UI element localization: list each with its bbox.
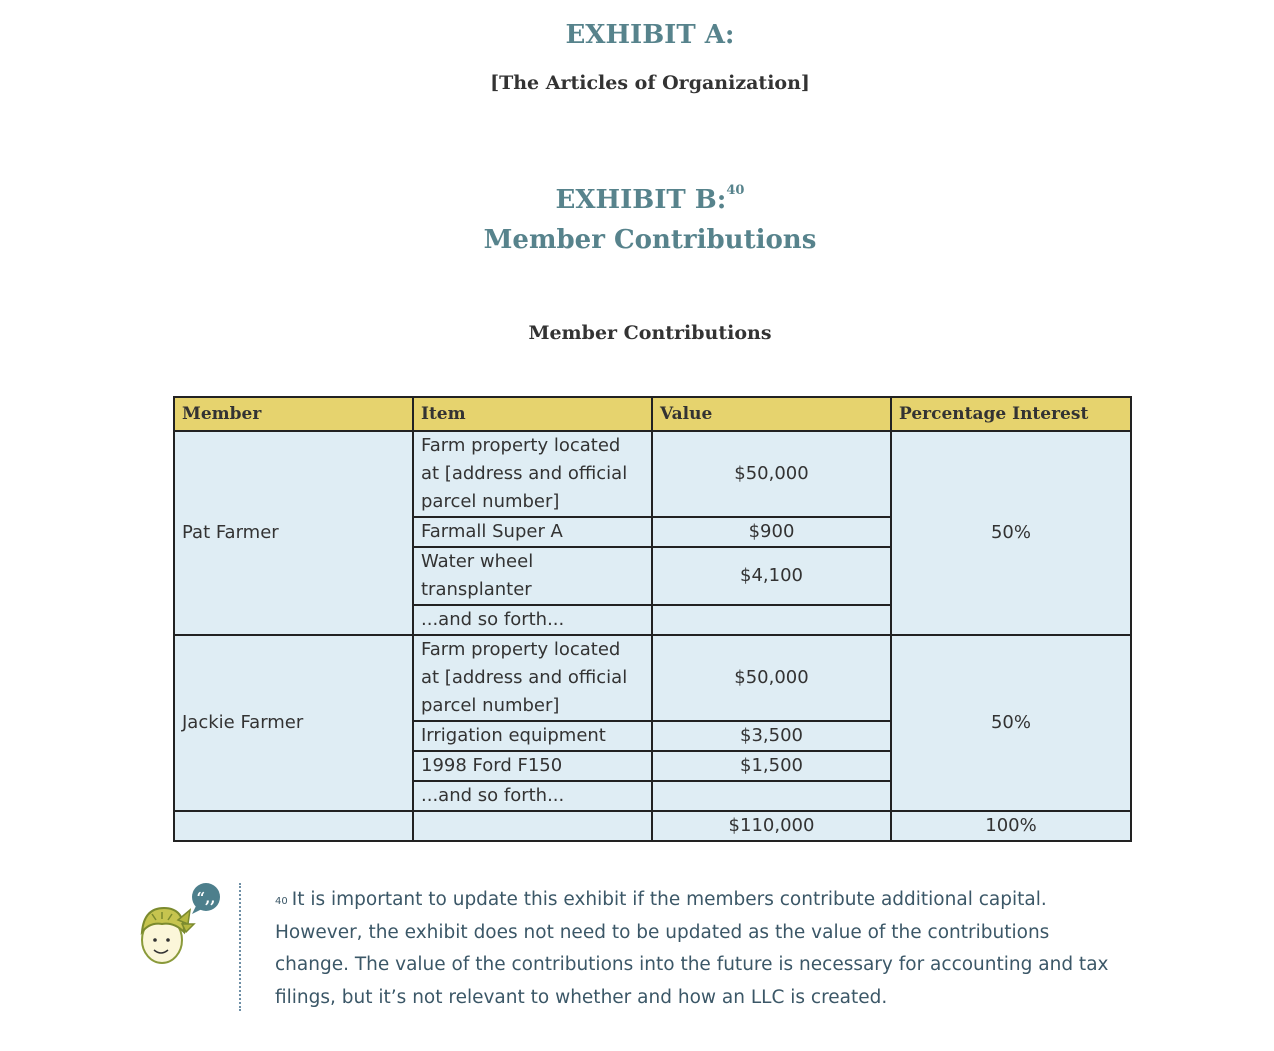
exhibit-a-subtitle: [The Articles of Organization]: [490, 72, 810, 94]
footnote-text: It is important to update this exhibit if the members contribute additional capital. However, the exhibit does not need to be updated as the value of the contributions change. The value of the contributions into the future is necessary for accounting and tax filings, but it’s not relevant to whether and how an LLC is created.: [275, 889, 1109, 1008]
table-header-row: [174, 397, 1131, 431]
exhibit-a-title: EXHIBIT A:: [565, 20, 735, 50]
item-cell: ...and so forth...: [413, 781, 652, 811]
header-percentage: Percentage Interest: [891, 397, 1131, 431]
footnote-divider: [239, 883, 241, 1011]
value-cell: [652, 781, 891, 811]
svg-text:“,,: “,,: [196, 889, 216, 907]
total-percentage-cell: 100%: [891, 811, 1131, 841]
farmer-with-speech-bubble-icon: [130, 880, 225, 970]
value-cell: $900: [652, 517, 891, 547]
exhibit-b-subtitle: Member Contributions: [483, 225, 817, 255]
item-cell: Farmall Super A: [413, 517, 652, 547]
total-item-cell: [413, 811, 652, 841]
member-name-cell: Pat Farmer: [174, 431, 413, 635]
table-caption: Member Contributions: [528, 322, 772, 344]
value-cell: $1,500: [652, 751, 891, 781]
total-member-cell: [174, 811, 413, 841]
value-cell: $4,100: [652, 547, 891, 605]
footnote-reference[interactable]: 40: [726, 183, 745, 198]
exhibit-b-title: [0, 185, 1274, 215]
value-cell: $50,000: [652, 431, 891, 517]
value-cell: $50,000: [652, 635, 891, 721]
percentage-cell: 50%: [891, 635, 1131, 811]
value-cell: $3,500: [652, 721, 891, 751]
total-row: [174, 811, 1131, 841]
exhibit-b-title-text: EXHIBIT B:: [555, 185, 727, 215]
item-cell: Farm property located at [address and official parcel number]: [413, 635, 652, 721]
header-item: Item: [413, 397, 652, 431]
item-cell: Farm property located at [address and official parcel number]: [413, 431, 652, 517]
item-cell: 1998 Ford F150: [413, 751, 652, 781]
item-cell: Water wheel transplanter: [413, 547, 652, 605]
contributions-table: [173, 396, 1132, 842]
table-row: [174, 635, 1131, 721]
header-value: Value: [652, 397, 891, 431]
footnote: [275, 884, 1115, 1014]
footnote-number: 40: [275, 896, 288, 907]
table-row: [174, 431, 1131, 517]
member-name-cell: Jackie Farmer: [174, 635, 413, 811]
item-cell: ...and so forth...: [413, 605, 652, 635]
header-member: Member: [174, 397, 413, 431]
total-value-cell: $110,000: [652, 811, 891, 841]
percentage-cell: 50%: [891, 431, 1131, 635]
item-cell: Irrigation equipment: [413, 721, 652, 751]
value-cell: [652, 605, 891, 635]
